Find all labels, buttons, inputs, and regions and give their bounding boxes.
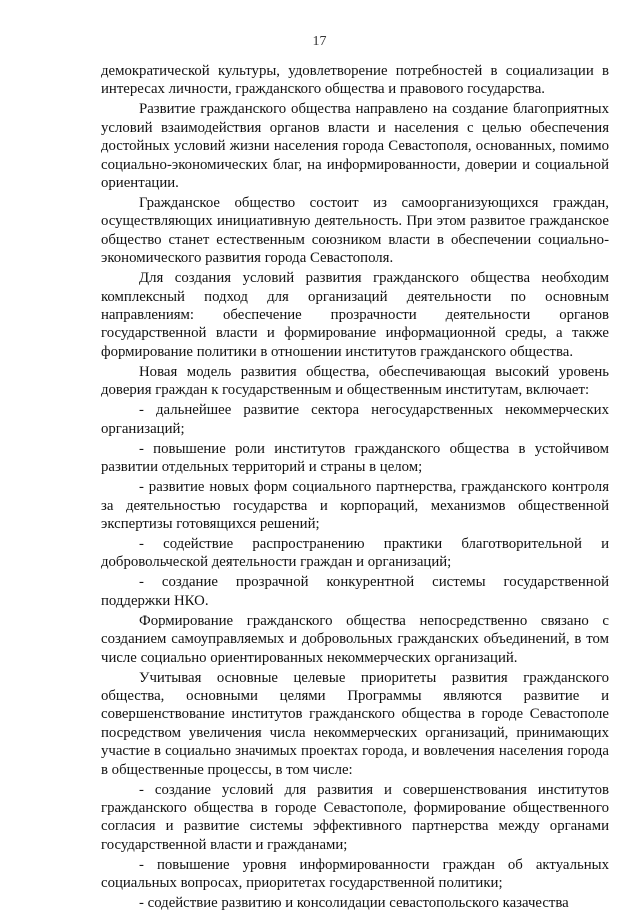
list-item: - развитие новых форм социального партнерства, гражданского контроля за деятельностью государства и корпораций, механизмов общественной экспертизы готовящихся решений; — [101, 479, 609, 532]
paragraph-continuation: демократической культуры, удовлетворение потребностей в социализации в интересах личности, гражданского общества и правового государства. — [101, 63, 609, 98]
list-item: - повышение уровня информированности граждан об актуальных социальных вопросах, приоритетах государственной политики; — [101, 856, 609, 892]
list-item: - содействие развитию и консолидации севастопольского казачества — [139, 895, 569, 912]
list-item: - создание условий для развития и совершенствования институтов гражданского общества в городе Севастополе, формирование общественного согласия и развитие системы эффективного партнерства между органами государственной власти и гражданами; — [101, 781, 609, 853]
list-item: - дальнейшее развитие сектора негосударственных некоммерческих организаций; — [101, 402, 609, 437]
paragraph-civil-society-composition: Гражданское общество состоит из самоорганизующихся граждан, осуществляющих инициативную деятельность. При этом развитое гражданское общество станет естественным союзником власти в обеспечении социально-экономического развития города Севастополя. — [101, 195, 609, 267]
paragraph-conditions-approach: Для создания условий развития гражданского общества необходим комплексный подход для организаций деятельности по основным направлениям: обеспечение прозрачности деятельности органов государственной власти и формирование информационной среды, а также формирование политики в отношении институтов гражданского общества. — [101, 270, 609, 360]
page-number: 17 — [312, 34, 327, 49]
paragraph-formation: Формирование гражданского общества непосредственно связано с созданием самоуправляемых и добровольных гражданских объединений, в том числе социально ориентированных некоммерческих организаций. — [101, 612, 609, 666]
list-item: - содействие распространению практики благотворительной и добровольческой деятельности граждан и организаций; — [101, 535, 609, 571]
list-item: - повышение роли институтов гражданского общества в устойчивом развитии отдельных территорий и страны в целом; — [101, 440, 609, 476]
list-item: - создание прозрачной конкурентной системы государственной поддержки НКО. — [101, 574, 609, 609]
paragraph-civil-society-development: Развитие гражданского общества направлено на создание благоприятных условий взаимодействия органов власти и населения с целью обеспечения достойных условий жизни населения города Севастополя, основанных, помимо социально-экономических благ, на информированности, доверии и социальной ориентации. — [101, 101, 609, 192]
paragraph-program-goals: Учитывая основные целевые приоритеты развития гражданского общества, основными целями Программы являются развитие и совершенствование институтов гражданского общества в городе Севастополе посредством увеличения числа некоммерческих организаций, принимающих участие в социально значимых проектах города, и вовлечения населения города в общественные процессы, в том числе: — [101, 669, 609, 778]
paragraph-new-model: Новая модель развития общества, обеспечивающая высокий уровень доверия граждан к государственным и общественным институтам, включает: — [101, 363, 609, 399]
document-body — [101, 62, 609, 914]
